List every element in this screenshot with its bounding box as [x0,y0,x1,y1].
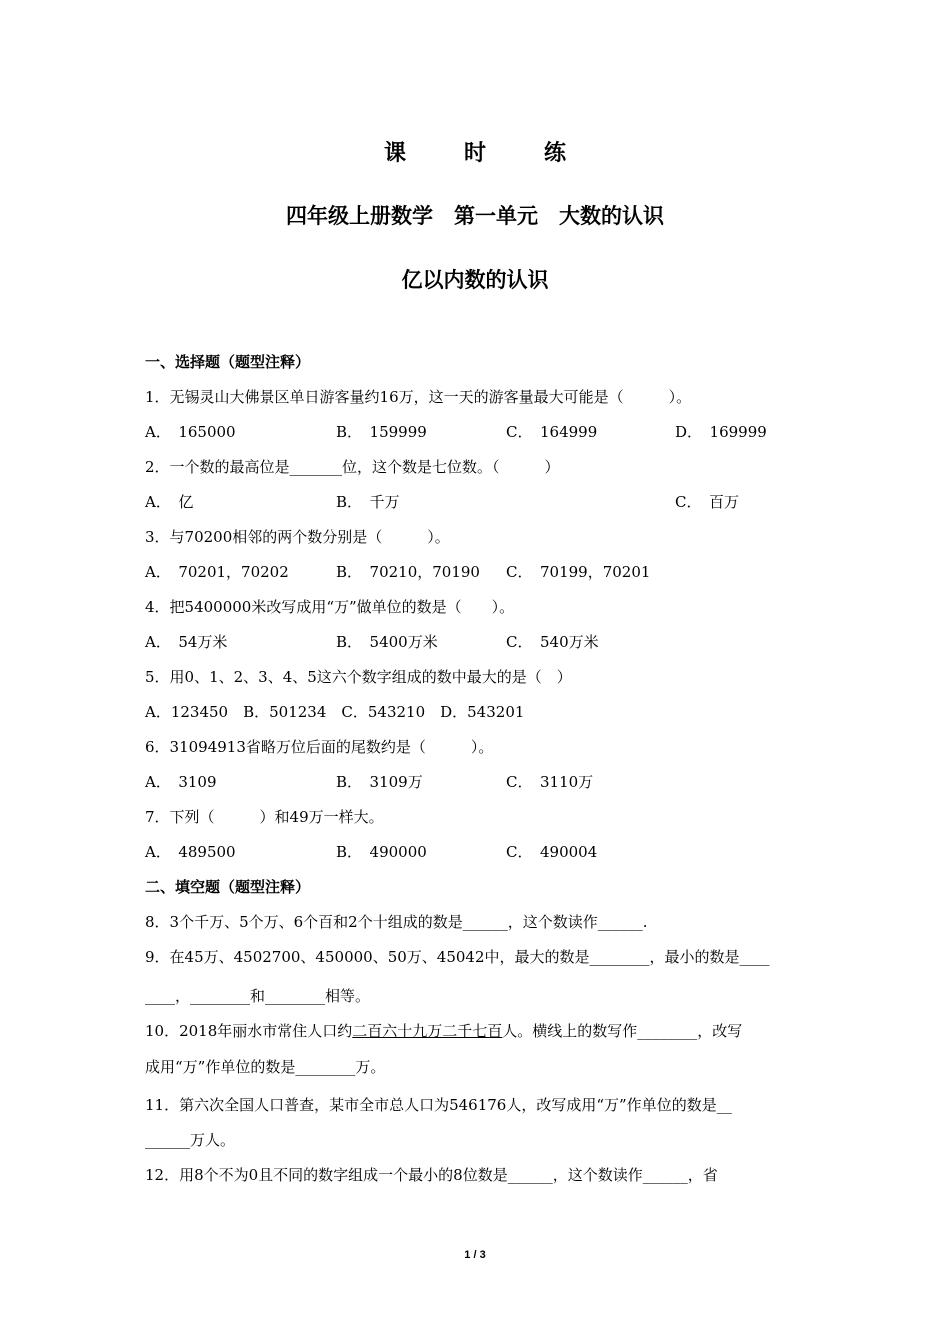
question-9-line-2: ____，________和________相等。 [145,987,371,1005]
option-a: A． 亿 [145,493,194,511]
question-10-underlined: 二百六十九万二千七百 [352,1022,503,1040]
question-10-line-2: 成用“万”作单位的数是________万。 [145,1058,386,1076]
question-8: 8．3个千万、5个万、6个百和2个十组成的数是______，这个数读作______. [145,913,648,931]
option-a: A． 54万米 [145,633,228,651]
question-2: 2．一个数的最高位是_______位，这个数是七位数。（ ） [145,458,560,476]
question-10-text-b: 人。横线上的数写作________，改写 [502,1022,743,1040]
question-6: 6．31094913省略万位后面的尾数约是（ ）。 [145,738,494,756]
option-c: C． 540万米 [506,633,599,651]
page-number: 1 / 3 [464,1249,486,1261]
question-1: 1．无锡灵山大佛景区单日游客量约16万，这一天的游客量最大可能是（ ）。 [145,388,692,406]
question-7: 7．下列（ ）和49万一样大。 [145,808,384,826]
question-9-line-1: 9．在45万、4502700、450000、50万、45042中，最大的数是________，最小的数是____ [145,948,770,966]
question-7-options [145,842,845,862]
option-d: D． 169999 [675,423,767,441]
question-5: 5．用0、1、2、3、4、5这六个数字组成的数中最大的是（ ） [145,668,572,686]
option-c: C． 3110万 [506,773,594,791]
section-heading-fill: 二、填空题（题型注释） [145,878,311,896]
question-10-text-a: 10．2018年丽水市常住人口约 [145,1022,353,1040]
option-a: A． 489500 [145,843,236,861]
question-11-line-1: 11．第六次全国人口普查，某市全市总人口为546176人，改写成用“万”作单位的数是__ [145,1096,732,1114]
section-heading-choice: 一、选择题（题型注释） [145,353,311,371]
question-3: 3．与70200相邻的两个数分别是（ ）。 [145,528,450,546]
option-b: B． 5400万米 [336,633,438,651]
question-6-options [145,772,845,792]
option-b: B． 490000 [336,843,427,861]
option-b: B． 70210，70190 [336,563,480,581]
doc-subtitle: 四年级上册数学 第一单元 大数的认识 [286,204,664,228]
question-10-line-1 [145,1021,742,1041]
option-b: B． 159999 [336,423,427,441]
question-1-options [145,422,845,442]
option-a: A． 70201，70202 [145,563,289,581]
option-c: C． 百万 [675,493,739,511]
option-c: C． 490004 [506,843,598,861]
option-b: B． 千万 [336,493,400,511]
question-11-line-2: ______万人。 [145,1131,236,1149]
question-2-options [145,492,845,512]
option-a: A． 3109 [145,773,217,791]
option-c: C． 164999 [506,423,598,441]
option-c: C． 70199，70201 [506,563,651,581]
question-3-options [145,562,845,582]
question-4: 4．把5400000米改写成用“万”做单位的数是（ ）。 [145,598,515,616]
doc-title: 课 时 练 [383,141,584,166]
option-b: B． 3109万 [336,773,423,791]
question-4-options [145,632,845,652]
question-5-options: A．123450 B．501234 C．543210 D．543201 [145,703,525,721]
lesson-title: 亿以内数的认识 [401,268,549,292]
option-a: A． 165000 [145,423,236,441]
question-12: 12．用8个不为0且不同的数字组成一个最小的8位数是______，这个数读作______，省 [145,1166,718,1184]
